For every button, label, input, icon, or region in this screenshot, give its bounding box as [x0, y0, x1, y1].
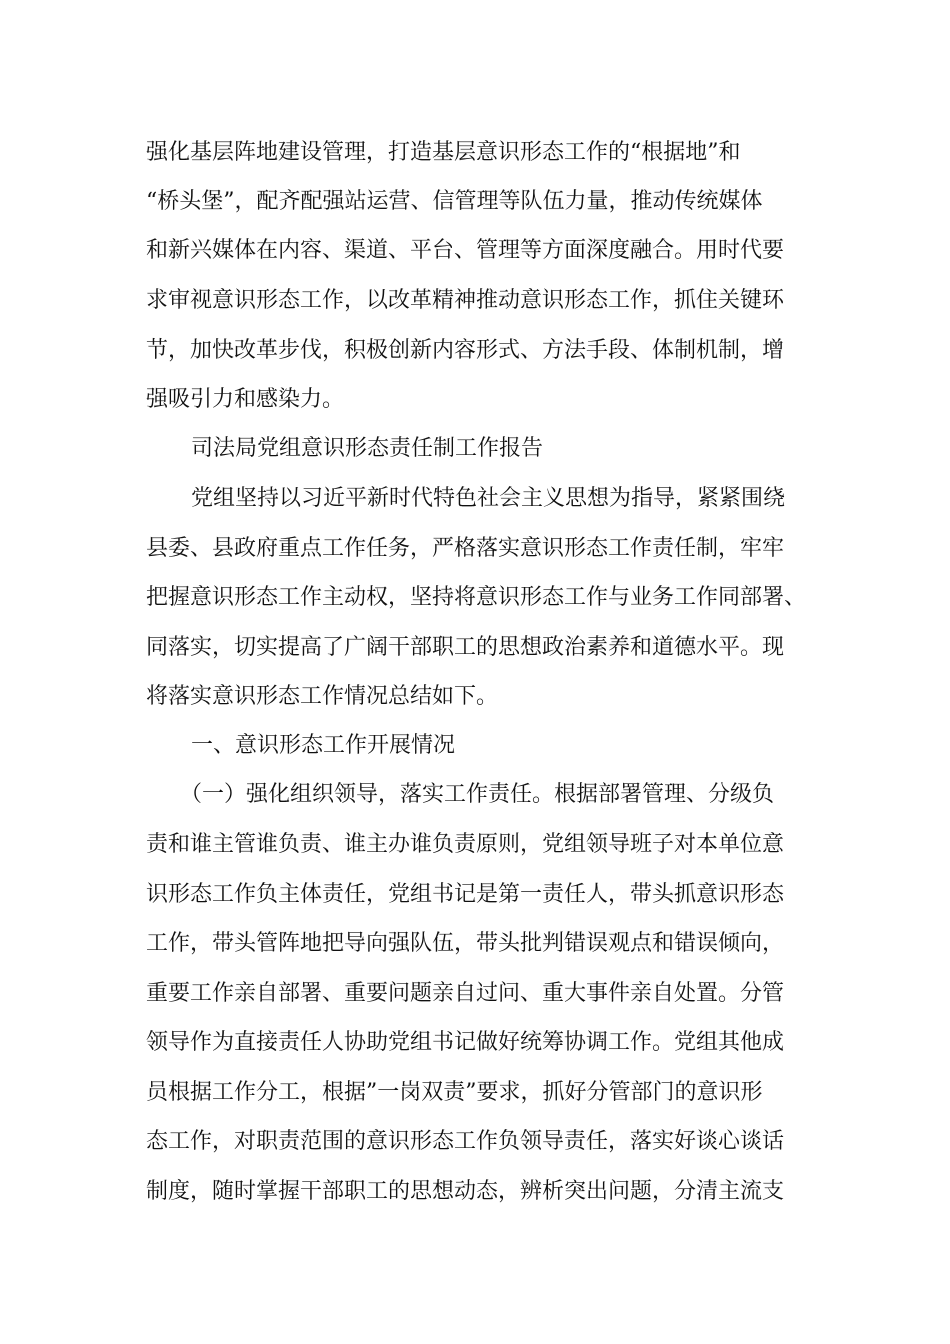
- text-line: 同落实，切实提高了广阔干部职工的思想政治素养和道德水平。现: [146, 635, 785, 660]
- text-line: 县委、县政府重点工作任务，严格落实意识形态工作责任制，牢牢: [146, 536, 785, 561]
- text-line: 领导作为直接责任人协助党组书记做好统筹协调工作。党组其他成: [146, 1030, 785, 1055]
- text-line: 求审视意识形态工作，以改革精神推动意识形态工作，抓住关键环: [146, 288, 785, 313]
- text-line: 节，加快改革步伐，积极创新内容形式、方法手段、体制机制，增: [146, 338, 785, 363]
- text-line: 员根据工作分工，根据”一岗双责”要求，抓好分管部门的意识形: [146, 1080, 763, 1105]
- text-line: 识形态工作负主体责任，党组书记是第一责任人，带头抓意识形态: [146, 882, 785, 907]
- text-line: 重要工作亲自部署、重要问题亲自过问、重大事件亲自处置。分管: [146, 981, 785, 1006]
- text-line: 和新兴媒体在内容、渠道、平台、管理等方面深度融合。用时代要: [146, 238, 785, 263]
- text-line: 把握意识形态工作主动权，坚持将意识形态工作与业务工作同部署、: [146, 585, 807, 610]
- text-line: （一）强化组织领导，落实工作责任。根据部署管理、分级负: [180, 782, 775, 807]
- text-line: 强化基层阵地建设管理，打造基层意识形态工作的“根据地”和: [146, 140, 741, 165]
- text-line: 党组坚持以习近平新时代特色社会主义思想为指导，紧紧围绕: [191, 486, 786, 511]
- text-line: 责和谁主管谁负责、谁主办谁负责原则，党组领导班子对本单位意: [146, 832, 785, 857]
- text-line: 工作，带头管阵地把导向强队伍，带头批判错误观点和错误倾向，: [146, 931, 785, 956]
- text-line: 态工作，对职责范围的意识形态工作负领导责任，落实好谈心谈话: [146, 1129, 785, 1154]
- text-line: 制度，随时掌握干部职工的思想动态，辨析突出问题，分清主流支: [146, 1179, 785, 1204]
- text-line: 将落实意识形态工作情况总结如下。: [146, 684, 499, 709]
- text-line: “桥头堡”，配齐配强站运营、信管理等队伍力量，推动传统媒体: [146, 189, 763, 214]
- report-title: 司法局党组意识形态责任制工作报告: [191, 436, 544, 461]
- section-heading: 一、意识形态工作开展情况: [191, 733, 456, 758]
- text-line: 强吸引力和感染力。: [146, 387, 345, 412]
